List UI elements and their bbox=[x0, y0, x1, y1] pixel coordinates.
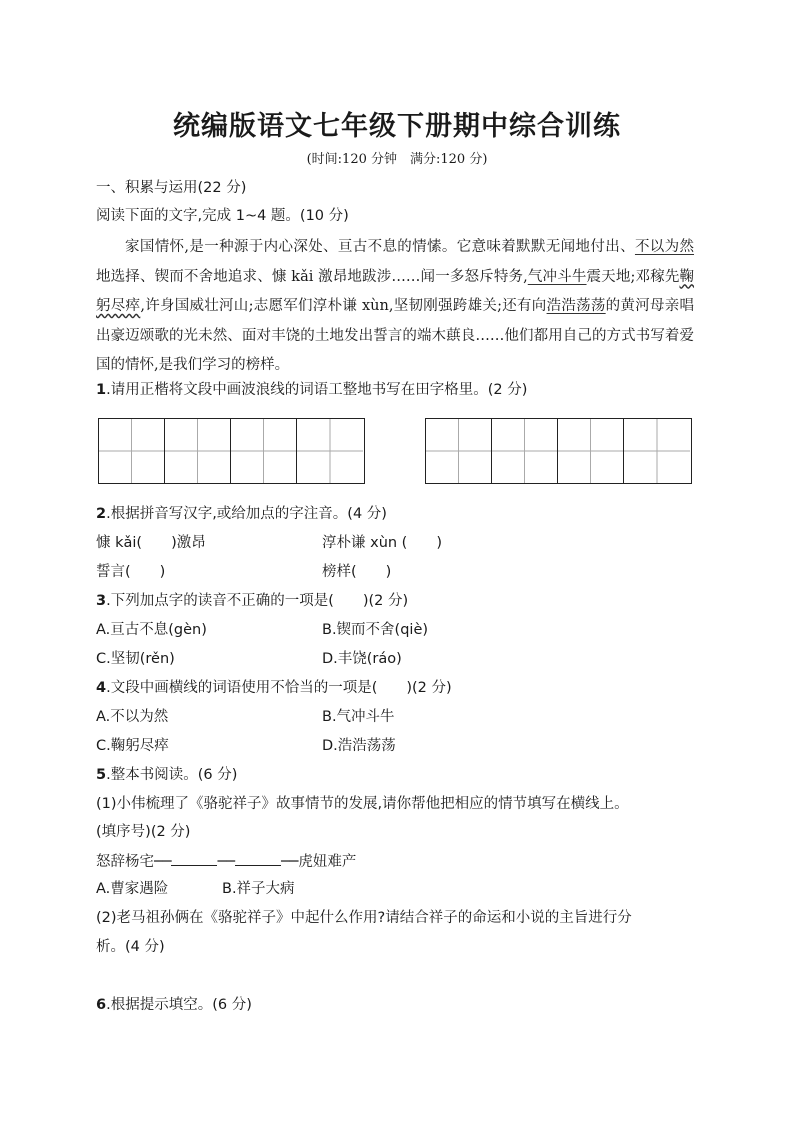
question-number: 5 bbox=[96, 767, 107, 783]
question-number: 1 bbox=[96, 382, 107, 398]
q5-part-1: (1)小伟梳理了《骆驼祥子》故事情节的发展,请你帮他把相应的情节填写在横线上。 bbox=[96, 796, 629, 812]
q2-item-c: 誓言( ) bbox=[96, 564, 166, 580]
writing-grid-right[interactable] bbox=[425, 418, 692, 484]
question-3 bbox=[96, 591, 408, 611]
grid-cell[interactable] bbox=[99, 419, 165, 483]
q3-option-d[interactable]: D.丰饶(ráo) bbox=[322, 651, 402, 667]
q4-option-a[interactable]: A.不以为然 bbox=[96, 709, 169, 725]
question-5 bbox=[96, 765, 237, 785]
question-number: 2 bbox=[96, 506, 107, 522]
section-heading: 一、积累与运用(22 分) bbox=[96, 180, 247, 196]
q2-item-b: 淳朴谦 xùn ( ) bbox=[322, 535, 442, 551]
question-text: .请用正楷将文段中画波浪线的词语工整地书写在田字格里。(2 分) bbox=[106, 382, 528, 398]
question-text: .根据拼音写汉字,或给加点的字注音。(4 分) bbox=[106, 506, 387, 522]
page-subtitle: (时间:120 分钟 满分:120 分) bbox=[306, 152, 488, 167]
question-6 bbox=[96, 995, 252, 1015]
question-1 bbox=[96, 380, 527, 400]
question-number: 4 bbox=[96, 680, 107, 696]
page-title: 统编版语文七年级下册期中综合训练 bbox=[173, 111, 621, 142]
q5-option-a: A.曹家遇险 bbox=[96, 881, 169, 897]
answer-blank-1[interactable] bbox=[171, 851, 217, 866]
q2-item-a: 慷 kǎi( )激昂 bbox=[96, 535, 206, 551]
grid-cell[interactable] bbox=[426, 419, 492, 483]
q5-option-b: B.祥子大病 bbox=[222, 881, 295, 897]
sequence-mid: ── bbox=[217, 854, 235, 870]
grid-cell[interactable] bbox=[624, 419, 690, 483]
sequence-end: ──虎妞难产 bbox=[280, 854, 357, 870]
grid-cell[interactable] bbox=[231, 419, 297, 483]
question-2 bbox=[96, 504, 387, 524]
question-text: .下列加点字的读音不正确的一项是( )(2 分) bbox=[106, 593, 409, 609]
plot-sequence bbox=[96, 851, 356, 872]
passage-text: 地选择、锲而不舍地追求、慷 kǎi 激昂地跋涉……闻一多怒斥特务, bbox=[96, 268, 528, 285]
passage-text: 家国情怀,是一种源于内心深处、亘古不息的情愫。它意味着默默无闻地付出、 bbox=[125, 239, 635, 255]
sequence-start: 怒辞杨宅── bbox=[96, 854, 172, 870]
writing-grid-left[interactable] bbox=[98, 418, 365, 484]
passage-text: ,许身国威壮河山;志愿军们淳朴谦 xùn,坚韧刚强跨雄关;还有向 bbox=[140, 298, 547, 314]
q3-option-a[interactable]: A.亘古不息(gèn) bbox=[96, 622, 207, 638]
q3-option-b[interactable]: B.锲而不舍(qiè) bbox=[322, 622, 429, 638]
underlined-phrase: 气冲斗牛 bbox=[527, 268, 587, 285]
reading-passage bbox=[96, 233, 694, 381]
grid-cell[interactable] bbox=[297, 419, 363, 483]
q4-option-d[interactable]: D.浩浩荡荡 bbox=[322, 738, 396, 754]
question-4 bbox=[96, 678, 452, 698]
q5-part-2-cont: 析。(4 分) bbox=[96, 939, 165, 955]
q3-option-c[interactable]: C.坚韧(rěn) bbox=[96, 651, 175, 667]
question-text: .整本书阅读。(6 分) bbox=[106, 767, 238, 783]
q5-part-2: (2)老马祖孙俩在《骆驼祥子》中起什么作用?请结合祥子的命运和小说的主旨进行分 bbox=[96, 910, 632, 926]
reading-instruction: 阅读下面的文字,完成 1~4 题。(10 分) bbox=[96, 208, 349, 224]
q5-part-1-cont: (填序号)(2 分) bbox=[96, 824, 191, 840]
passage-text: 震天地;邓稼先 bbox=[586, 268, 680, 285]
underlined-phrase: 不以为然 bbox=[634, 239, 695, 255]
grid-cell[interactable] bbox=[558, 419, 624, 483]
q4-option-b[interactable]: B.气冲斗牛 bbox=[322, 709, 395, 725]
question-number: 6 bbox=[96, 997, 107, 1013]
q4-option-c[interactable]: C.鞠躬尽瘁 bbox=[96, 738, 169, 754]
passage-text: 的黄河母亲唱出豪迈颂歌的光未然、面对丰饶的土地发出誓言的端木蕻良……他们都用自己的方式书写着爱国的情怀,是我们学习的榜样。 bbox=[96, 298, 695, 373]
wavy-underlined-phrase: 鞠躬尽瘁 bbox=[96, 268, 695, 314]
q2-item-d: 榜样( ) bbox=[322, 564, 392, 580]
question-text: .根据提示填空。(6 分) bbox=[106, 997, 252, 1013]
grid-cell[interactable] bbox=[165, 419, 231, 483]
question-number: 3 bbox=[96, 593, 107, 609]
grid-cell[interactable] bbox=[492, 419, 558, 483]
answer-blank-2[interactable] bbox=[235, 851, 281, 866]
underlined-phrase: 浩浩荡荡 bbox=[546, 298, 606, 314]
question-text: .文段中画横线的词语使用不恰当的一项是( )(2 分) bbox=[106, 680, 452, 696]
